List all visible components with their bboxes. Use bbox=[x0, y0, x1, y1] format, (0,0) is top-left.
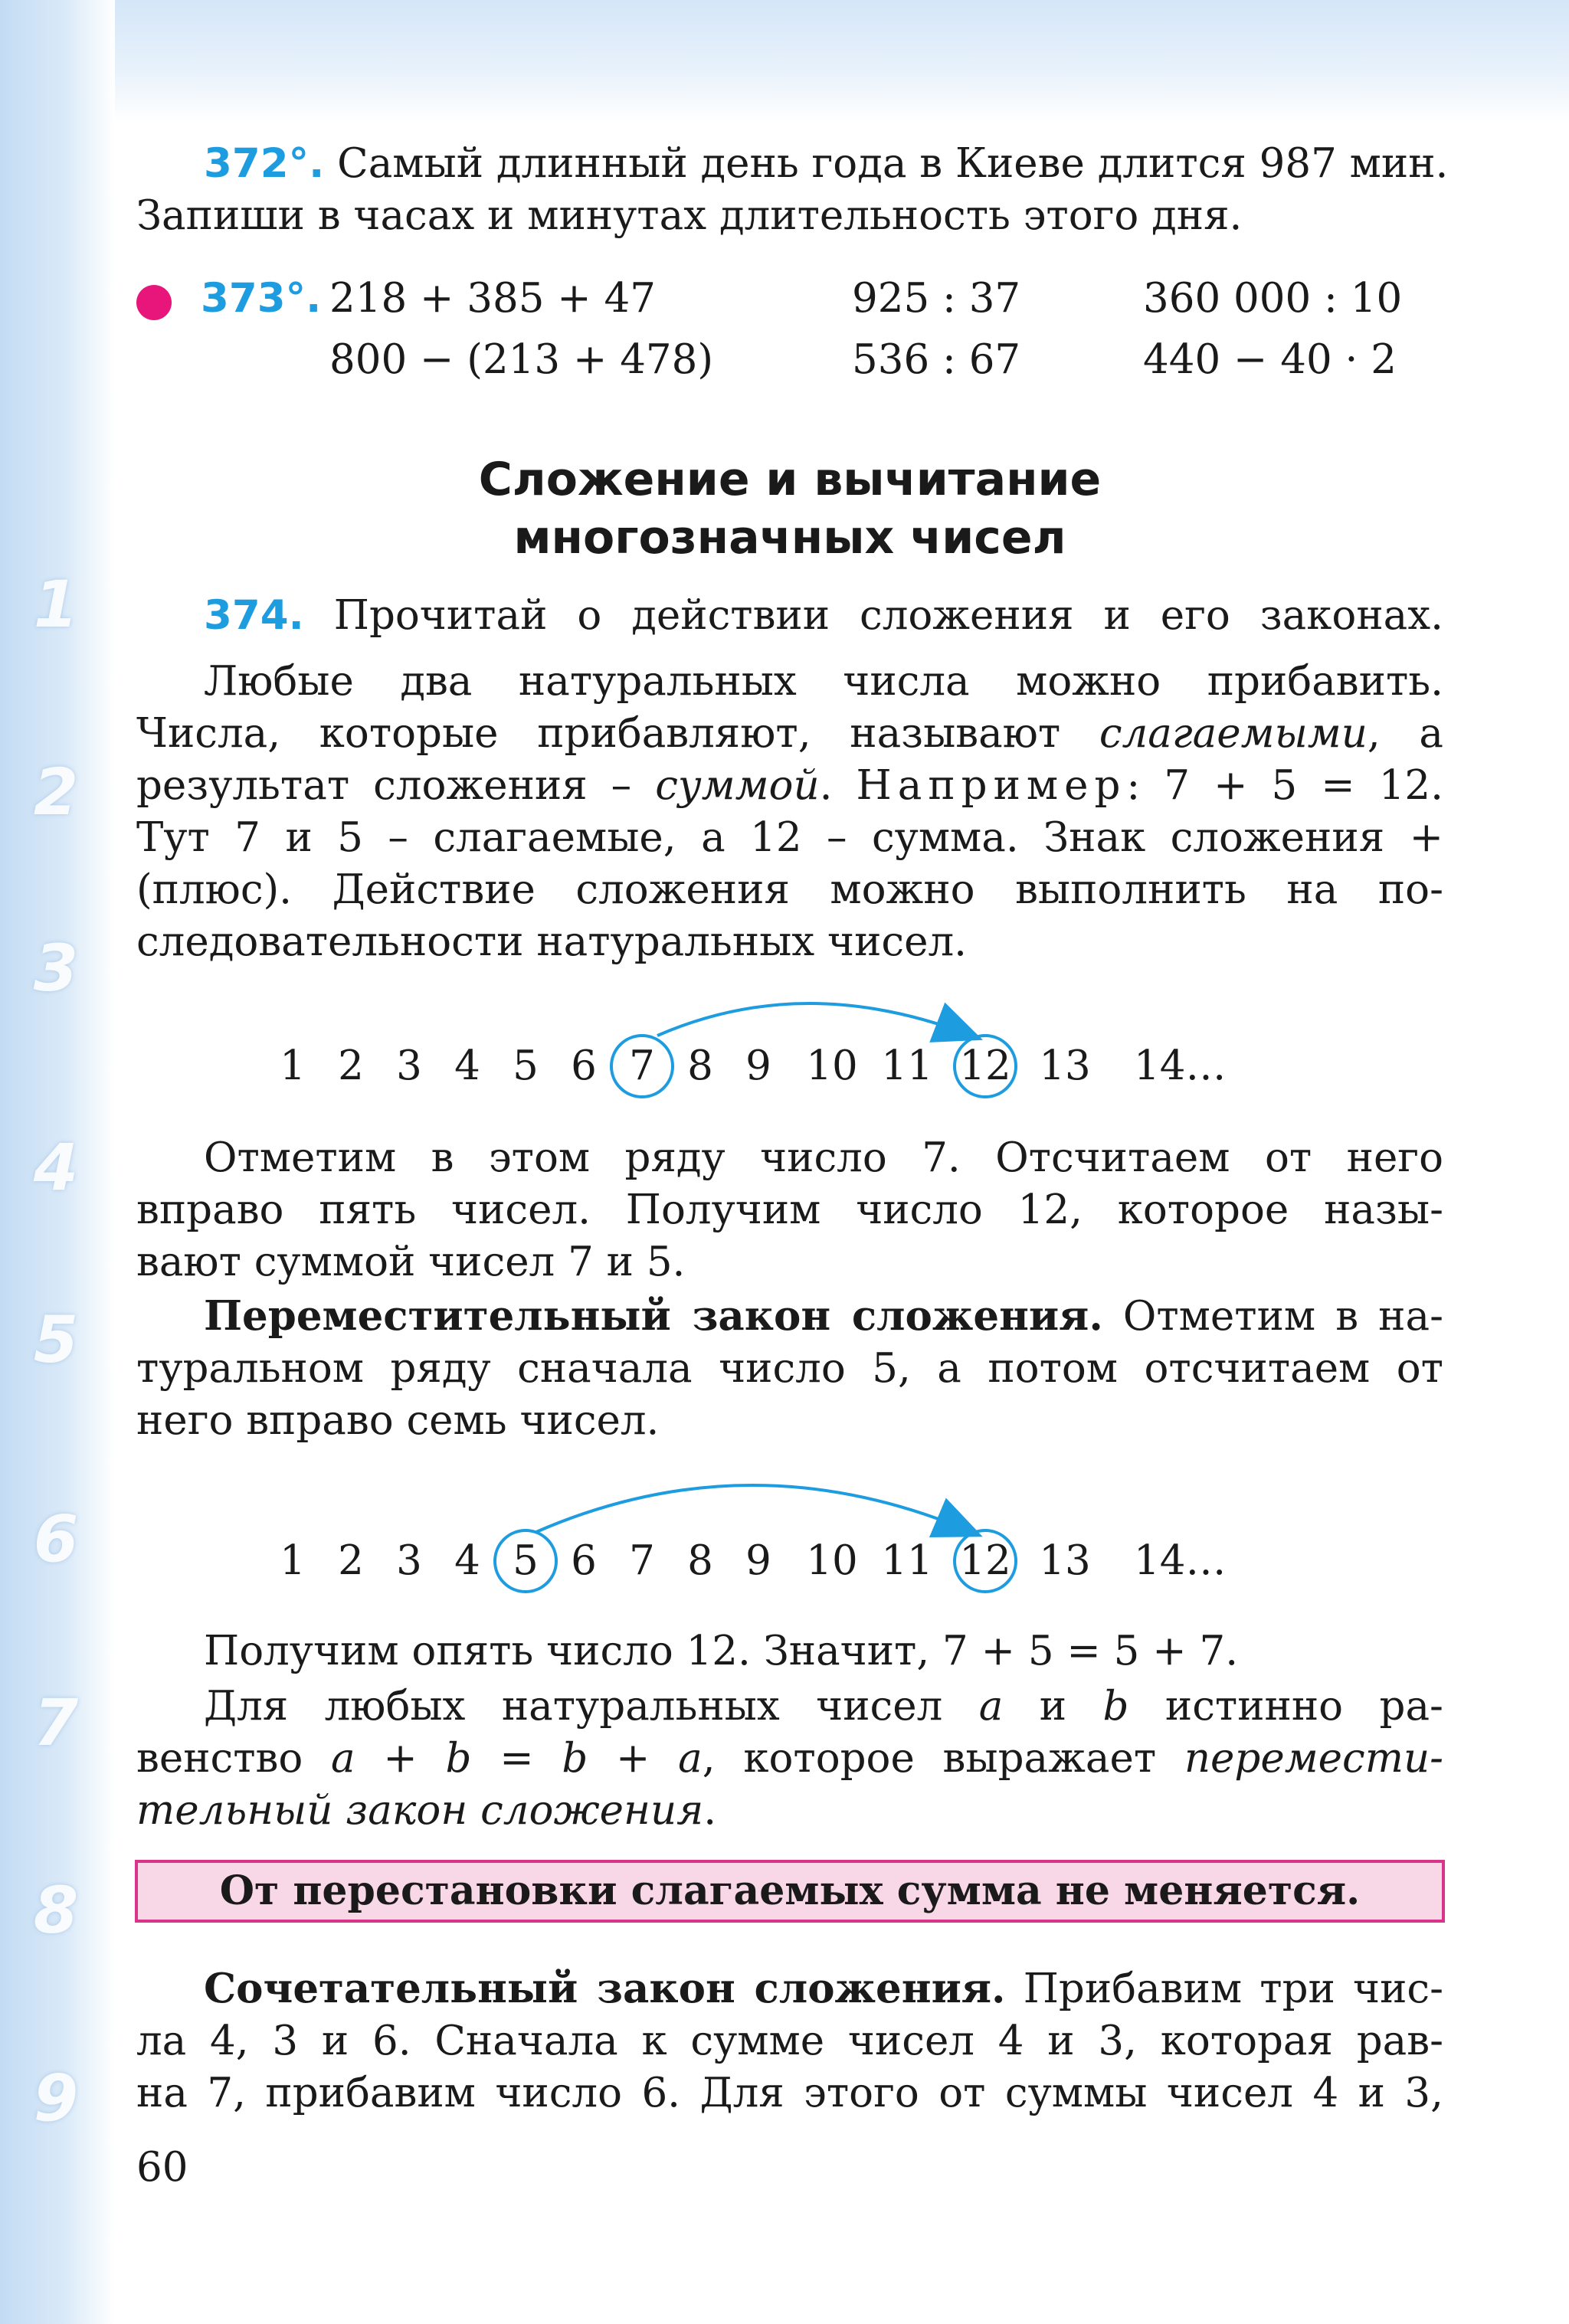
number-line-item: 10 bbox=[806, 1043, 858, 1089]
number-line-item: 1 bbox=[280, 1043, 306, 1089]
number-line-item: 7 bbox=[629, 1537, 655, 1584]
number-line-item: 3 bbox=[396, 1043, 422, 1089]
number-line-item: 14… bbox=[1134, 1043, 1227, 1089]
number-line-item: 9 bbox=[745, 1043, 771, 1089]
number-line-item: 13 bbox=[1039, 1043, 1091, 1089]
number-line-item: 6 bbox=[571, 1043, 597, 1089]
highlight-circle-5 bbox=[493, 1529, 558, 1593]
number-line-item: 11 bbox=[881, 1043, 933, 1089]
side-digit: 2 bbox=[33, 754, 79, 830]
rule-box: От перестановки слагаемых сумма не меняется. bbox=[135, 1860, 1445, 1923]
expression: 800 − (213 + 478) bbox=[329, 336, 714, 383]
highlight-circle-7 bbox=[610, 1034, 674, 1098]
section-heading: Сложение и вычитание многозначных чисел bbox=[478, 453, 1102, 565]
highlight-circle-12 bbox=[953, 1034, 1017, 1098]
side-digit: 7 bbox=[33, 1685, 79, 1760]
paragraph-general-law: Для любых натуральных чисел a и b истинно ра- венство a + b = b + a, которое выражает перемести- тельный закон сложения. bbox=[136, 1683, 1443, 1834]
number-line-item: 4 bbox=[454, 1537, 480, 1584]
number-line-item: 7 bbox=[629, 1043, 655, 1089]
exercise-374: 374. Прочитай о действии сложения и его законах. bbox=[204, 592, 1443, 639]
arrow-5-to-12 bbox=[536, 1485, 971, 1532]
side-digit: 5 bbox=[33, 1302, 79, 1377]
paragraph-addition-definition: Любые два натуральных числа можно прибавить. Числа, которые прибавляют, называют слагаемыми, а результат сложения – суммой. Например: 7 + 5 = 12. Тут 7 и 5 – слагаемые, а 12 – сумма. Знак сложения + (плюс). Действие сложения можно выполнить на по- следовательности натуральных чисел. bbox=[136, 658, 1443, 965]
expression: 360 000 : 10 bbox=[1143, 275, 1403, 322]
exercise-number: 374. bbox=[204, 592, 304, 639]
paragraph-conclusion: Получим опять число 12. Значит, 7 + 5 = 5 + 7. bbox=[204, 1628, 1239, 1674]
number-line-item: 3 bbox=[396, 1537, 422, 1584]
number-line-item: 4 bbox=[454, 1043, 480, 1089]
side-digit: 9 bbox=[33, 2061, 79, 2136]
expression: 925 : 37 bbox=[852, 275, 1021, 322]
number-line-item: 8 bbox=[687, 1043, 713, 1089]
arrow-7-to-12 bbox=[657, 1003, 971, 1036]
number-line-item: 11 bbox=[881, 1537, 933, 1584]
expression: 218 + 385 + 47 bbox=[329, 275, 656, 322]
side-digit: 6 bbox=[33, 1501, 79, 1576]
paragraph-count-right: Отметим в этом ряду число 7. Отсчитаем от него вправо пять чисел. Получим число 12, которое назы- вают суммой чисел 7 и 5. bbox=[136, 1134, 1443, 1285]
number-line-1 bbox=[0, 1040, 1569, 1092]
number-line-item: 13 bbox=[1039, 1537, 1091, 1584]
side-digit: 4 bbox=[33, 1130, 79, 1205]
highlight-circle-12 bbox=[953, 1529, 1017, 1593]
side-digit: 8 bbox=[33, 1873, 79, 1948]
number-line-item: 6 bbox=[571, 1537, 597, 1584]
number-line-item: 12 bbox=[959, 1537, 1011, 1584]
exercise-372: 372°. Самый длинный день года в Киеве длится 987 мин. Запиши в часах и минутах длительность этого дня. bbox=[136, 140, 1449, 239]
paragraph-commutative-law: Переместительный закон сложения. Отметим в на- туральном ряду сначала число 5, а потом отсчитаем от него вправо семь чисел. bbox=[136, 1292, 1443, 1444]
number-line-item: 8 bbox=[687, 1537, 713, 1584]
paragraph-associative-law: Сочетательный закон сложения. Прибавим три чис- ла 4, 3 и 6. Сначала к сумме чисел 4 и 3, которая рав- на 7, прибавим число 6. Для этого от суммы чисел 4 и 3, bbox=[136, 1965, 1443, 2116]
number-line-2 bbox=[0, 1535, 1569, 1587]
exercise-number: 373°. bbox=[201, 275, 322, 322]
page-number: 60 bbox=[136, 2144, 188, 2191]
number-line-item: 10 bbox=[806, 1537, 858, 1584]
number-line-item: 12 bbox=[959, 1043, 1011, 1089]
number-line-item: 5 bbox=[513, 1537, 539, 1584]
number-line-item: 5 bbox=[513, 1043, 539, 1089]
number-line-item: 9 bbox=[745, 1537, 771, 1584]
side-digit: 1 bbox=[33, 567, 79, 642]
side-digit: 3 bbox=[33, 931, 79, 1006]
exercise-number: 372°. bbox=[204, 140, 325, 187]
expression: 536 : 67 bbox=[852, 336, 1021, 383]
expression: 440 − 40 · 2 bbox=[1143, 336, 1397, 383]
number-line-item: 2 bbox=[338, 1537, 364, 1584]
number-line-item: 1 bbox=[280, 1537, 306, 1584]
number-line-item: 14… bbox=[1134, 1537, 1227, 1584]
number-line-item: 2 bbox=[338, 1043, 364, 1089]
